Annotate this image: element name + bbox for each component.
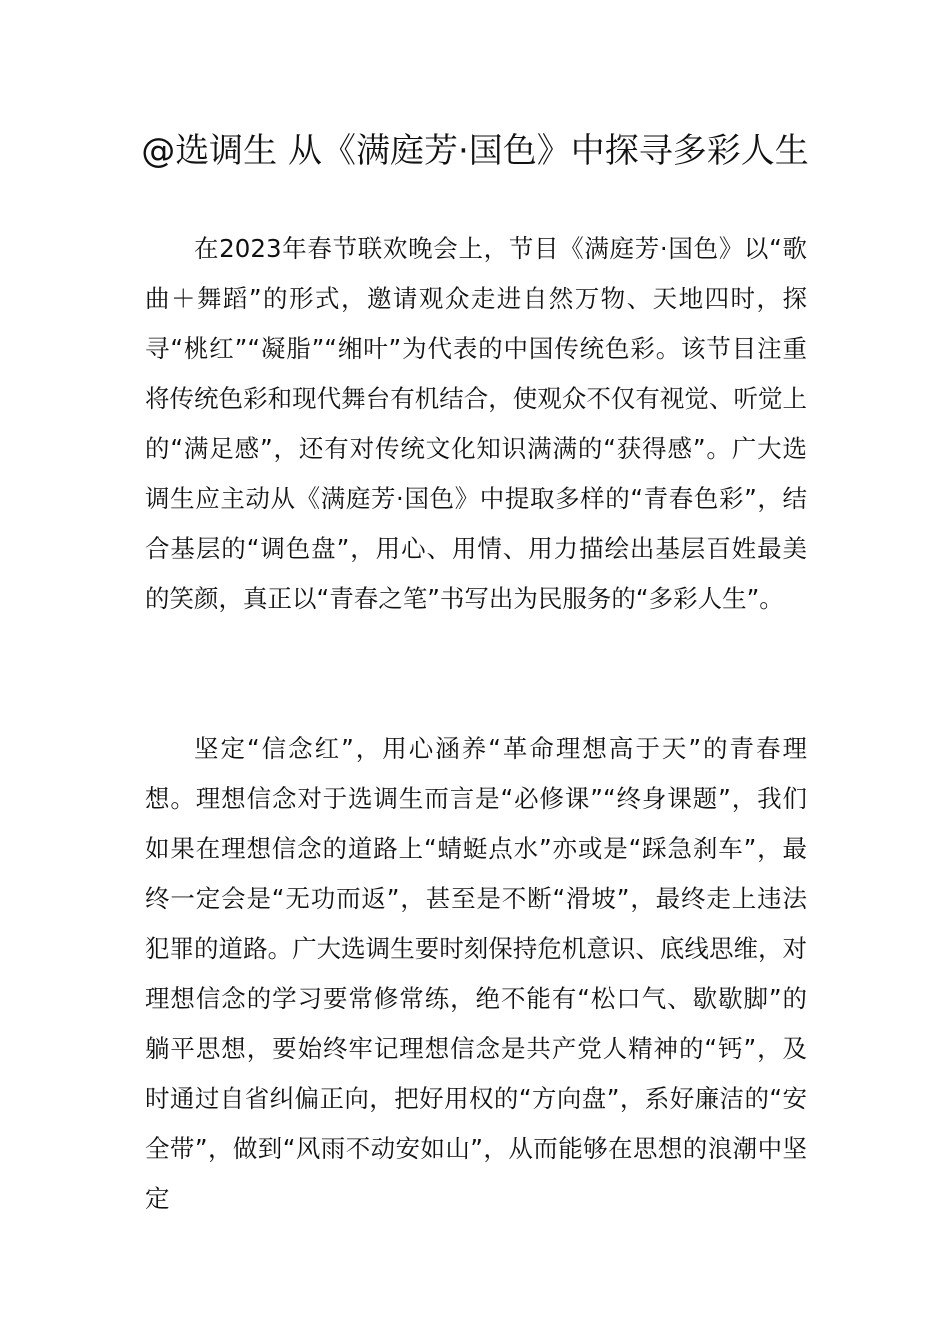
paragraph-intro: 在2023年春节联欢晚会上，节目《满庭芳·国色》以“歌曲＋舞蹈”的形式，邀请观众走进自然万物、天地四时，探寻“桃红”“凝脂”“缃叶”为代表的中国传统色彩。该节目注重将传统色彩和现代舞台有机结合，使观众不仅有视觉、听觉上的“满足感”，还有对传统文化知识满满的“获得感”。广大选调生应主动从《满庭芳·国色》中提取多样的“青春色彩”，结合基层的“调色盘”，用心、用情、用力描绘出基层百姓最美的笑颜，真正以“青春之笔”书写出为民服务的“多彩人生”。 [145,234,807,613]
paragraph-belief-red: 坚定“信念红”，用心涵养“革命理想高于天”的青春理想。理想信念对于选调生而言是“必修课”“终身课题”，我们如果在理想信念的道路上“蜻蜓点水”亦或是“踩急刹车”，最终一定会是“无功而返”，甚至是不断“滑坡”，最终走上违法犯罪的道路。广大选调生要时刻保持危机意识、底线思维，对理想信念的学习要常修常练，绝不能有“松口气、歇歇脚”的躺平思想，要始终牢记理想信念是共产党人精神的“钙”，及时通过自省纠偏正向，把好用权的“方向盘”，系好廉洁的“安全带”，做到“风雨不动安如山”，从而能够在思想的浪潮中坚定 [145,734,807,1213]
document-title: @选调生 从《满庭芳·国色》中探寻多彩人生 [141,131,809,171]
